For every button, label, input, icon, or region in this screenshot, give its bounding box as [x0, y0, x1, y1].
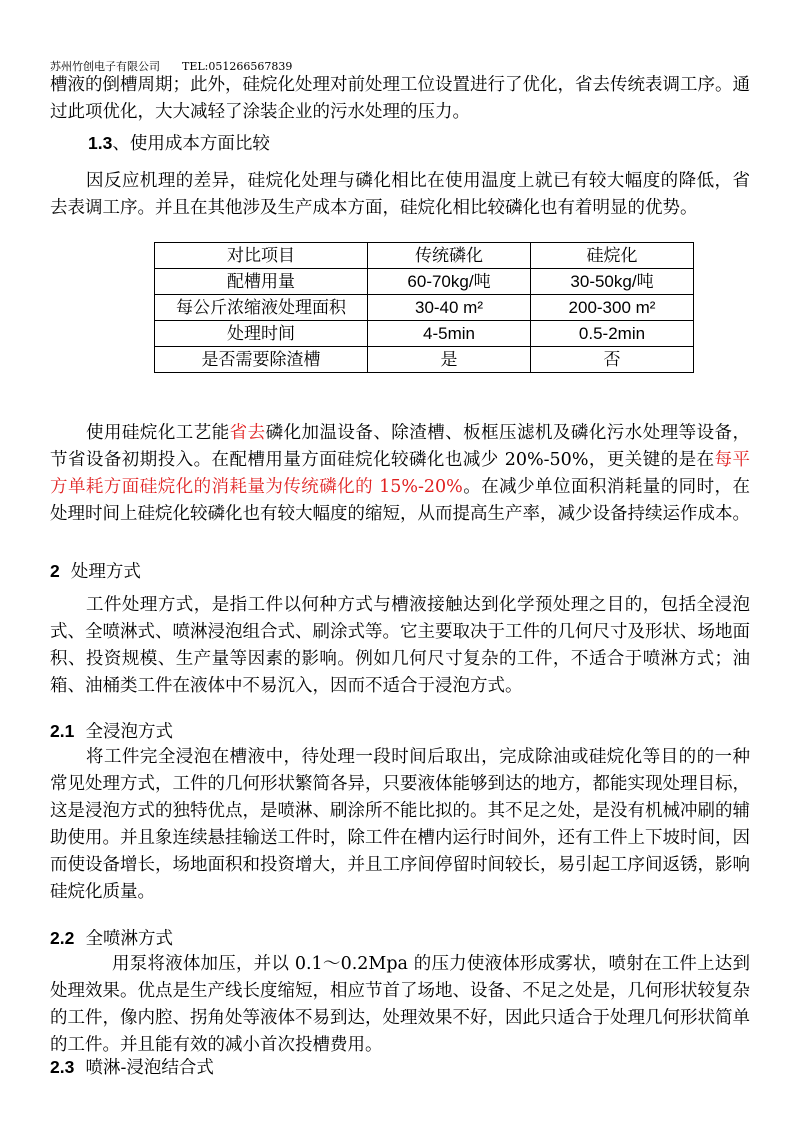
heading-number: 1.3 — [88, 133, 113, 153]
table-cell: 60-70kg/吨 — [368, 269, 531, 295]
heading-text: 喷淋-浸泡结合式 — [85, 1058, 214, 1078]
company-name: 苏州竹创电子有限公司 — [50, 60, 160, 73]
table-cell: 30-50kg/吨 — [531, 269, 694, 295]
heading-2-3 — [50, 1054, 214, 1082]
table-header-row — [155, 243, 694, 269]
table-header-cell: 传统磷化 — [368, 243, 531, 269]
savings-paragraph — [50, 420, 750, 528]
methods-paragraph: 工件处理方式，是指工件以何种方式与槽液接触达到化学预处理之目的，包括全浸泡式、全喷淋式、喷淋浸泡组合式、刷涂式等。它主要取决于工件的几何尺寸及形状、场地面积、投资规模、生产量等因素的影响。例如几何尺寸复杂的工件，不适合于喷淋方式；油箱、油桶类工件在液体中不易沉入，因而不适合于浸泡方式。 — [50, 595, 750, 696]
heading-text: 处理方式 — [70, 562, 141, 582]
heading-text: 、使用成本方面比较 — [112, 134, 270, 154]
table-header-cell: 对比项目 — [155, 243, 368, 269]
table-header-cell: 硅烷化 — [531, 243, 694, 269]
comparison-table — [154, 242, 694, 373]
heading-2-1 — [50, 718, 173, 746]
table-cell: 处理时间 — [155, 321, 368, 347]
table-cell: 是否需要除渣槽 — [155, 347, 368, 373]
highlight-text: 省去 — [229, 423, 266, 443]
heading-2 — [50, 558, 141, 586]
table-row — [155, 321, 694, 347]
heading-2-2 — [50, 925, 173, 953]
heading-text: 全喷淋方式 — [85, 929, 173, 949]
spray-paragraph: 用泵将液体加压，并以 0.1～0.2Mpa 的压力使液体形成雾状，喷射在工件上达到处理效果。优点是生产线长度缩短，相应节首了场地、设备、不足之处是，几何形状较复杂的工件，像内腔、拐角处等液体不易到达，处理效果不好，因此只适合于处理几何形状简单的工件。并且能有效的减小首次投槽费用。 — [50, 954, 750, 1055]
text-run: 使用硅烷化工艺能 — [86, 423, 230, 443]
heading-number: 2.2 — [50, 928, 75, 948]
table-row — [155, 295, 694, 321]
highlight-text: 每平方单耗方面硅烷化的消耗量为传统磷化的 15%-20% — [50, 450, 750, 497]
table-cell: 否 — [531, 347, 694, 373]
heading-1-3 — [88, 130, 270, 158]
table-cell: 0.5-2min — [531, 321, 694, 347]
text-run: 磷化加温设备、除渣槽、板框压滤机及磷化污水处理等设备，节省设备初期投入。在配槽用量方面硅烷化较磷化也减少 20%-50%，更关键的是在 — [50, 423, 751, 470]
table-cell: 每公斤浓缩液处理面积 — [155, 295, 368, 321]
table-cell: 4-5min — [368, 321, 531, 347]
table-cell: 200-300 m² — [531, 295, 694, 321]
phone-number: TEL:051266567839 — [182, 60, 293, 73]
heading-text: 全浸泡方式 — [85, 722, 173, 742]
heading-number: 2 — [50, 561, 60, 581]
table-row — [155, 269, 694, 295]
table-row — [155, 347, 694, 373]
table-cell: 配槽用量 — [155, 269, 368, 295]
immersion-paragraph: 将工件完全浸泡在槽液中，待处理一段时间后取出，完成除油或硅烷化等目的的一种常见处理方式，工件的几何形状繁简各异，只要液体能够到达的地方，都能实现处理目标，这是浸泡方式的独特优点，是喷淋、刷涂所不能比拟的。其不足之处，是没有机械冲刷的辅助使用。并且象连续悬挂输送工件时，除工件在槽内运行时间外，还有工件上下坡时间，因而使设备增长，场地面积和投资增大，并且工序间停留时间较长，易引起工序间返锈，影响硅烷化质量。 — [50, 747, 750, 902]
intro-paragraph: 槽液的倒槽周期；此外，硅烷化处理对前处理工位设置进行了优化，省去传统表调工序。通过此项优化，大大减轻了涂装企业的污水处理的压力。 — [50, 75, 750, 122]
heading-number: 2.3 — [50, 1057, 75, 1077]
cost-paragraph: 因反应机理的差异，硅烷化处理与磷化相比在使用温度上就已有较大幅度的降低，省去表调工序。并且在其他涉及生产成本方面，硅烷化相比较磷化也有着明显的优势。 — [50, 171, 750, 218]
table-cell: 30-40 m² — [368, 295, 531, 321]
text-run: 。在减少单位面积消耗量的同时，在处理时间上硅烷化较磷化也有较大幅度的缩短，从而提高生产率，减少设备持续运作成本。 — [50, 477, 750, 524]
table-cell: 是 — [368, 347, 531, 373]
heading-number: 2.1 — [50, 721, 75, 741]
